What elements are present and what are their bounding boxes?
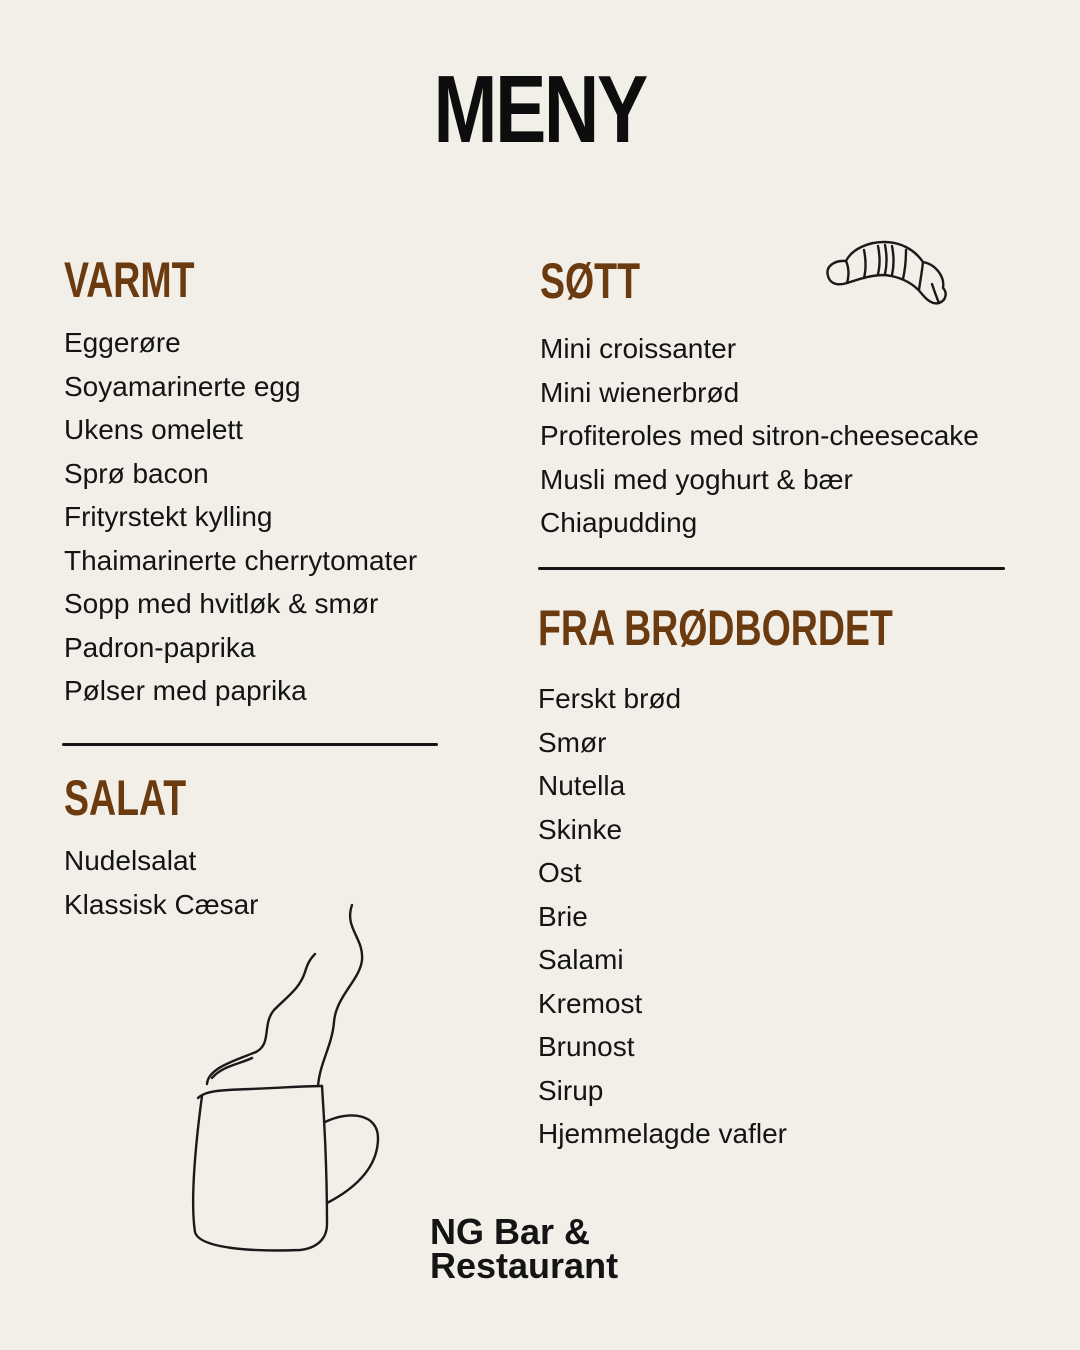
section-heading-salat-text: SALAT: [64, 770, 187, 826]
menu-item: Klassisk Cæsar: [64, 888, 259, 920]
menu-item: Sirup: [538, 1074, 604, 1106]
menu-item: Kremost: [538, 987, 643, 1019]
section-list-varmt: [64, 321, 417, 713]
menu-item: Padron-paprika: [64, 631, 256, 663]
brand-line-2: Restaurant: [430, 1245, 619, 1286]
section-heading-brodbordet: [538, 602, 1011, 654]
section-heading-salat: [64, 772, 227, 824]
menu-item: Musli med yoghurt & bær: [540, 463, 853, 495]
coffee-mug-icon: [180, 895, 390, 1260]
brand-name: [430, 1211, 619, 1286]
section-divider-left: [62, 743, 438, 746]
menu-item: Ukens omelett: [64, 414, 243, 445]
menu-title-text: MENY: [433, 56, 647, 163]
menu-item: Nutella: [538, 770, 626, 801]
menu-item: Ost: [538, 857, 582, 888]
menu-item: Ferskt brød: [538, 683, 682, 714]
section-heading-varmt-text: VARMT: [64, 252, 195, 308]
brand-line-1: NG Bar &: [430, 1211, 591, 1252]
menu-item: Eggerøre: [64, 327, 181, 358]
menu-item: Skinke: [538, 813, 623, 845]
menu-item: Profiteroles med sitron-cheesecake: [540, 420, 979, 451]
menu-item: Hjemmelagde vafler: [538, 1118, 787, 1149]
menu-item: Thaimarinerte cherrytomater: [64, 544, 418, 576]
menu-item: Salami: [538, 944, 624, 975]
menu-item: Frityrstekt kylling: [64, 501, 273, 532]
menu-item: Nudelsalat: [64, 845, 197, 876]
menu-item: Pølser med paprika: [64, 675, 307, 706]
menu-item: Chiapudding: [540, 507, 698, 538]
menu-title: [0, 58, 1080, 190]
menu-item: Sopp med hvitløk & smør: [64, 588, 379, 619]
menu-item: Mini wienerbrød: [540, 376, 740, 408]
section-heading-sott-text: SØTT: [540, 253, 640, 309]
menu-item: Mini croissanter: [540, 333, 737, 364]
menu-item: Sprø bacon: [64, 457, 209, 489]
croissant-icon: [822, 236, 952, 316]
menu-item: Soyamarinerte egg: [64, 370, 301, 402]
menu-item: Brie: [538, 900, 588, 932]
section-heading-sott: [540, 255, 673, 307]
menu-item: Brunost: [538, 1031, 635, 1062]
section-heading-varmt: [64, 254, 238, 306]
section-heading-brodbordet-text: FRA BRØDBORDET: [538, 600, 893, 656]
menu-item: Smør: [538, 726, 607, 758]
section-list-sott: [540, 327, 979, 545]
section-list-brodbordet: [538, 677, 787, 1156]
section-divider-right: [538, 567, 1005, 570]
